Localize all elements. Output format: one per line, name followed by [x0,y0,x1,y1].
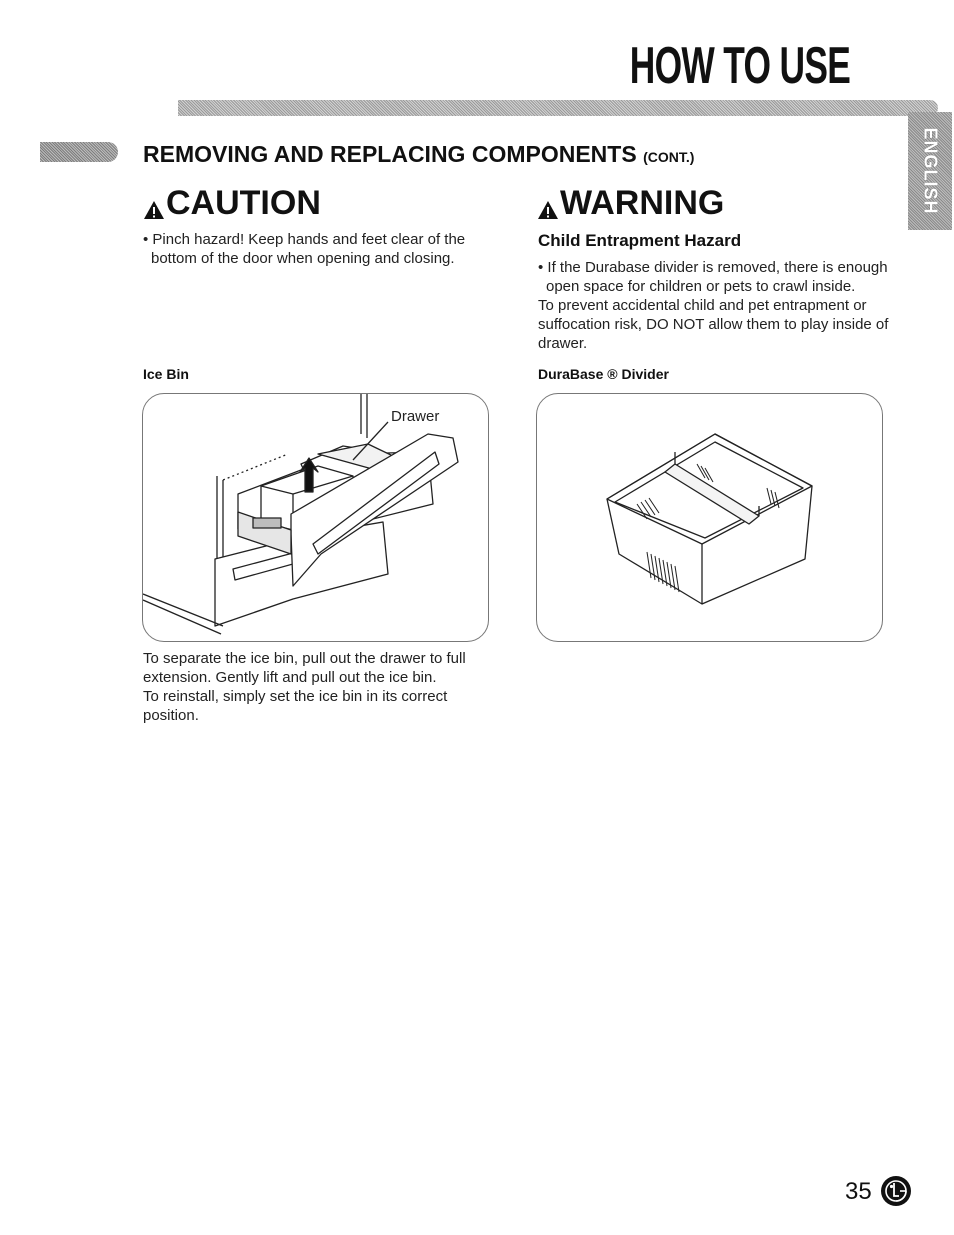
ice-bin-label: Ice Bin [143,366,189,382]
page-title: HOW TO USE [629,37,850,95]
caution-title [143,184,321,223]
header-bar [178,100,938,116]
language-tab [908,112,952,230]
section-heading [143,141,694,168]
ice-bin-instructions [143,649,488,725]
warning-text-line-1: • If the Durabase divider is removed, there is enough open space for children or pets to crawl inside. [538,259,888,295]
section-heading-suffix: (CONT.) [643,149,695,165]
warning-triangle-icon [537,200,559,220]
warning-text [538,258,908,353]
ice-bin-drawing [143,394,488,641]
lg-logo-icon [880,1175,912,1212]
durabase-illustration [536,393,883,642]
warning-text-line-2: To prevent accidental child and pet entrapment or suffocation risk, DO NOT allow them to play inside of drawer. [538,297,889,352]
page-number: 35 [845,1178,872,1205]
warning-subheading: Child Entrapment Hazard [538,231,742,250]
warning-title-text: WARNING [560,184,725,222]
durabase-label: DuraBase ® Divider [538,366,669,382]
caution-text: • Pinch hazard! Keep hands and feet clear of the bottom of the door when opening and closing. [143,231,466,267]
ice-bin-instructions-line-1: To separate the ice bin, pull out the drawer to full extension. Gently lift and pull out the ice bin. [143,650,466,686]
warning-triangle-icon [143,200,165,220]
ice-bin-illustration [142,393,489,642]
section-heading-text: REMOVING AND REPLACING COMPONENTS [143,141,637,167]
section-marker [40,142,118,162]
ice-bin-instructions-line-2: To reinstall, simply set the ice bin in its correct position. [143,688,448,724]
drawer-callout: Drawer [391,408,440,425]
durabase-drawing [537,394,882,641]
caution-title-text: CAUTION [166,184,321,222]
language-tab-label: ENGLISH [920,127,941,215]
warning-title [537,184,724,223]
